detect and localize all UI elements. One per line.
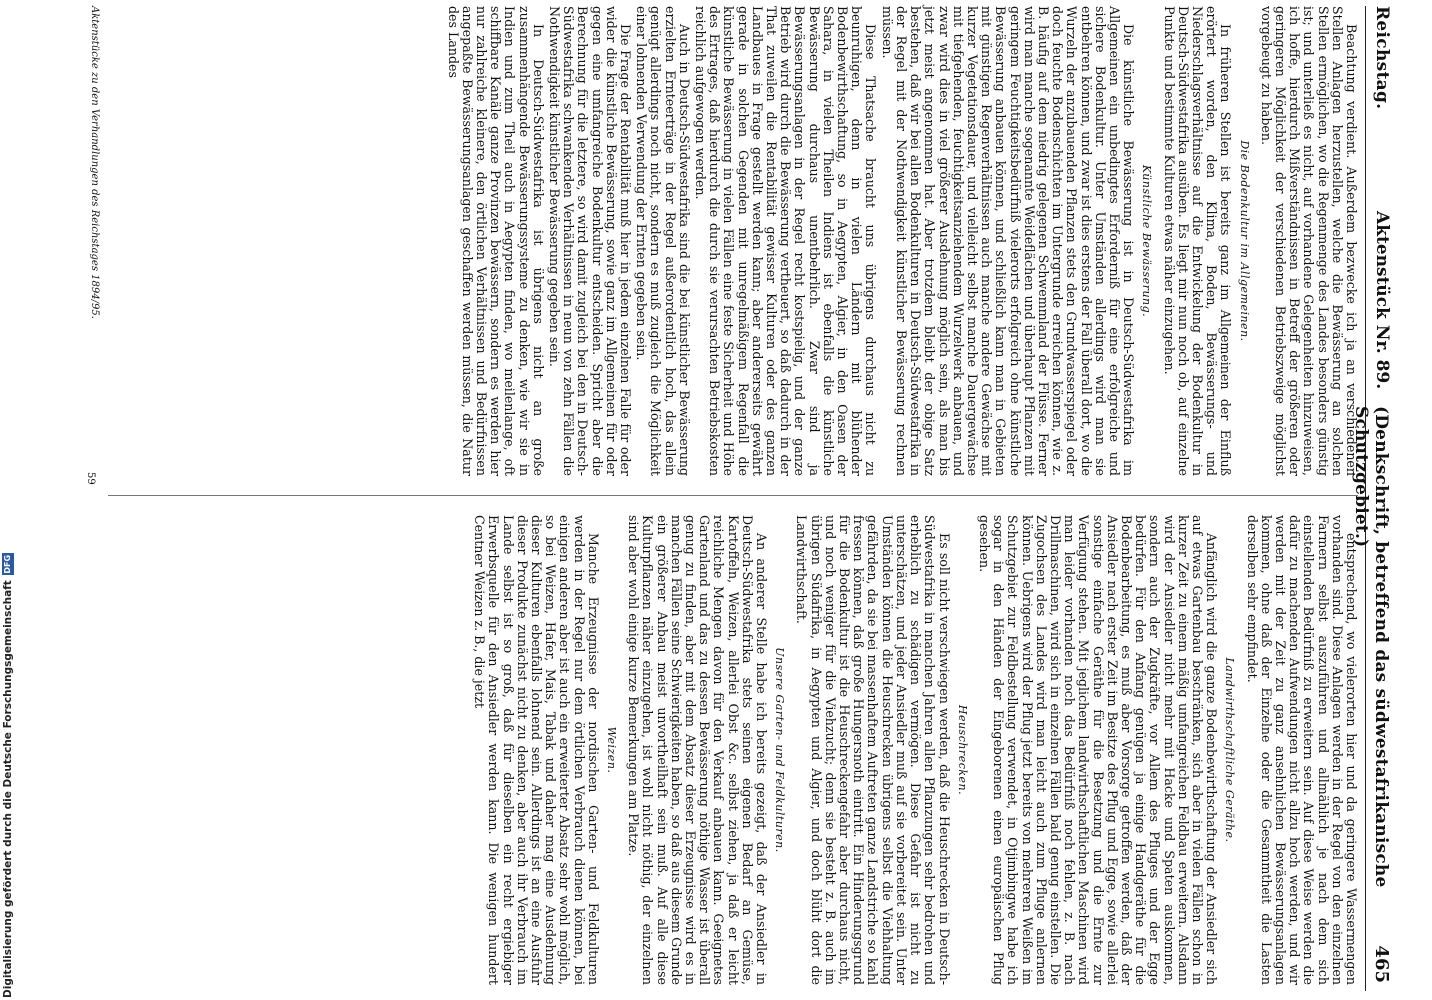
- section-heading: Unsere Garten- und Feldkulturen.: [773, 647, 787, 853]
- text-column-left: [443, 6, 1358, 476]
- section-heading: Landwirthschaftliche Geräthe.: [1223, 657, 1237, 843]
- paragraph: In Deutsch-Südwestafrika ist übrigens nicht an große zusammenhängende Bewässerungssysteme zu denken, wie wir sie in Indien und zum Theil auch in Aegypten finden, wo meilenlange, oft schiffbare Kanäle ganze Provinzen bewässern, sondern es werden hier nur zahlreiche kleinere, den örtlichen Verhältnissen und Bedürfnissen angepaßte Bewässerungsanlagen geschaffen werden müssen, die Natur des Landes: [445, 6, 546, 476]
- section-heading: Künstliche Bewässerung.: [1140, 164, 1154, 318]
- paragraph: Diese Thatsache braucht uns übrigens durchaus nicht zu beunruhigen, denn in vielen Ländern mit blühender Bodenbewirthschaftung, so in Aegypten, Algier, in den Oasen der Sahara, in vielen Theilen Indiens ist ebenfalls die künstliche Bewässerung durchaus unentbehrlich. Zwar sind ja Bewässerungsanlagen in der Regel recht kostspielig, und der ganze Betrieb wird durch die Bewässerung vertheuert, so daß dadurch in der That zuweilen die Rentabilität gewisser Kulturen oder des ganzen Landbaues in Frage gestellt werden kann; aber andererseits gewährt gerade in solchen Gegenden mit unregelmäßigem Regenfall die künstliche Bewässerung in vielen Fällen eine feste Sicherheit und Höhe des Ertrages, daß hierdurch die durch sie verursachten Betriebskosten reichlich aufgewogen werden.: [693, 6, 879, 476]
- paragraph: Beachtung verdient. Außerdem bezwecke ich ja an verschiedenen Stellen Anlagen herzustellen, welche die Bewässerung an solchen Stellen ermöglichen, wo die Regenmenge des Landes besonders günstig ist; und unterließ es nicht, auf vorhandene Gelegenheiten hinzuweisen, ich hoffe, hierdurch Mißverständnissen in Betreff der größeren oder geringeren Möglichkeit der verschiedenen Betriebszweige möglichst vorgebeugt zu haben.: [1258, 6, 1359, 476]
- paragraph: Auch in Deutsch-Südwestafrika sind die bei künstlicher Bewässerung erzielten Ernteerträge in der Regel außerordentlich hoch, das allein genügt allerdings noch nicht, sondern es muß zugleich die Möglichkeit einer lohnenden Verwendung der Ernten gegeben sein.: [634, 6, 692, 476]
- section-heading: Heuschrecken.: [955, 704, 969, 796]
- digitization-credit: [2, 554, 14, 998]
- scanned-page: [68, 0, 1398, 1000]
- paragraph: Anfänglich wird die ganze Bodenbewirthschaftung der Ansiedler sich auf etwas Gartenbau beschränken, sich aber in vielen Fällen schon in kurzer Zeit zu einem mäßig umfangreichen Feldbau erweitern. Alsdann wird der Ansiedler nicht mehr mit Hacke und Spaten auskommen, sondern auch der Zugkräfte, vor Allem des Pfluges und der Egge bedürfen. Für den Anfang genügen ja einige Handgeräthe für die Bodenbearbeitung, es muß aber Vorsorge getroffen werden, daß der Ansiedler nach erster Zeit im Besitze des Pflug und Egge, sowie allerlei sonstige einfache Geräthe für die Besetzung und die Ernte zur Verfügung stehen. Mit jeglichem landwirthschaftlichen Maschinen wird man leider vorhanden noch das Bedürfniß noch fehlen, z. B. nach Drillmaschinen, wird sich in einzelnen Fällen bald genug einstellen. Die Zugochsen des Landes wird man leicht auch zum Pfluge anlernen können. Uebrigens wird der Pflug jetzt bereits von mehreren Weißen im Schutzgebiet zur Feldbestellung verwendet, in Otjimbingwe habe ich sogar in den Händen der Eingeborenen einen europäischen Pflug gesehen.: [976, 515, 1220, 985]
- section-heading: Weizen.: [605, 726, 619, 774]
- paragraph: An anderer Stelle habe ich bereits gezeigt, daß der Ansiedler in Deutsch-Südwestafrika stets seinen eigenen Bedarf an Gemüse, Kartoffeln, Weizen, allerlei Obst &c. selbst ziehen, ja daß er leicht reichliche Mengen davon für den Verkauf anbauen kann. Geeignetes Gartenland und das zu dessen Bewässerung nöthige Wasser ist überall genug zu finden, aber mit dem Absatz dieser Erzeugnisse wird es in manchen Fällen seine Schwierigkeiten haben, so daß aus diesem Grunde ein größerer Anbau meist unvortheilhaft sein muß. Auf alle diese Kulturpflanzen näher einzugehen, ist wohl nicht nöthig, der einzelnen sind aber wohl einige kurze Bemerkungen am Platze.: [626, 515, 770, 985]
- paragraph: Die Frage der Rentabilität muß hier in jedem einzelnen Falle für oder wider die künstliche Bewässerung, sowie ganz im Allgemeinen für oder gegen eine umfangreiche Bodenkultur entscheiden. Spricht aber die Berechnung für die letztere, so wird damit zugleich bei den in Deutsch-Südwestafrika schwankenden Verhältnissen in neun von zehn Fällen die Nothwendigkeit künstlicher Bewässerung gegeben sein.: [547, 6, 634, 476]
- paragraph: Die künstliche Bewässerung ist in Deutsch-Südwestafrika im Allgemeinen ein unbedingtes Erforderniß für eine erfolgreiche und sichere Bodenkultur. Unter Umständen allerdings wird man sie entbehren können, und zwar ist dies erstens der Fall überall dort, wo die Wurzeln der anzubauenden Pflanzen stets den Grundwasserspiegel oder doch feuchte Bodenschichten im Untergrunde erreichen können, wie z. B. häufig auf dem niedrig gelegenen Schwemmland der Flüsse. Ferner wird man manche sogenannte Weideflächen und überhaupt Pflanzen mit geringem Feuchtigkeitsbedürfniß vielerorts erfolgreich ohne künstliche Bewässerung anbauen können, und schließlich kann man in Gebieten mit günstigen Regenverhältnissen auch manche andere Gewächse mit kurzer Vegetationsdauer, und vielleicht selbst manche Dauergewächse mit tiefgehenden, feuchtigkeitsanziehendem Wurzelwerk anbauen, und zwar wird dies in viel größerer Ausdehnung möglich sein, als man bis jetzt meist angenommen hat. Aber trotzdem bleibt der obige Satz bestehen, daß wir bei allen Bodenkulturen in Deutsch-Südwestafrika in der Regel mit der Nothwendigkeit künstlicher Bewässerung rechnen müssen.: [879, 6, 1137, 476]
- running-head-title: (Denkschrift, betreffend das südwestafrikanische Schutzgebiet.): [1351, 406, 1391, 888]
- section-heading: Die Bodenkultur im Allgemeinen.: [1237, 140, 1251, 342]
- footer-note: Aktenstücke zu den Verhandlungen des Reichstages 1894/95.: [89, 6, 100, 319]
- running-head: [1351, 6, 1394, 991]
- running-head-section: Aktenstück Nr. 89.: [1372, 211, 1392, 390]
- credit-text: Digitalisierung gefördert durch die Deutsche Forschungsgemeinschaft: [2, 580, 14, 998]
- paragraph: Es soll nicht verschwiegen werden, daß die Heuschrecken in Deutsch-Südwestafrika in manchen Jahren allen Pflanzungen sehr bedrohen und erheblich zu schädigen vermögen. Diese Gefahr ist nicht zu unterschätzen, und jeder Ansiedler muß auf sie vorbereitet sein. Unter Umständen können die Heuschrecken übrigens selbst die Viehhaltung gefährden, da sie bei massenhaftem Auftreten ganze Landstriche so kahl fressen können, daß große Hungersnoth eintritt. Ein Hinderungsgrund für die Bodenkultur ist die Heuschreckengefahr aber durchaus nicht, und noch weniger für die Viehzucht; denn sie besteht z. B. auch im übrigen Südafrika, in Aegypten und Algier, und doch blüht dort die Landwirthschaft.: [794, 515, 952, 985]
- column-divider: [108, 495, 1358, 496]
- paragraph: In früheren Stellen ist bereits ganz im Allgemeinen der Einfluß erörtert worden, den Klima, Boden, Bewässerungs- und Niederschlagsverhältnisse auf die Entwickelung der Bodenkultur in Deutsch-Südwestafrika ausüben. Es liegt mir nun noch ob, auf einzelne Punkte und bestimmte Kulturen etwas näher einzugehen.: [1161, 6, 1234, 476]
- dfg-logo-icon: DFG: [3, 554, 12, 574]
- signature-number: 59: [85, 472, 96, 485]
- running-head-reichstag: Reichstag.: [1372, 6, 1392, 110]
- paragraph: Manche Erzeugnisse der nordischen Garten- und Feldkulturen werden in der Regel nur dem örtlichen Verbrauch dienen können, bei einigen anderen aber ist auch ein erweiterter Absatz sehr wohl möglich, so bei Weizen, Hafer, Mais, Tabak und daher mag eine Ausdehnung dieser Kulturen ebenfalls lohnend sein. Allerdings ist an eine Ausfuhr dieser Produkte zunächst nicht zu denken, aber auch ihr Verbrauch im Lande selbst ist so groß, daß für dieselben ein recht ergiebiger Erwerbsquelle für den Ansiedler werden kann. Die wenigen hundert Centner Weizen z. B., die jetzt: [472, 515, 601, 985]
- text-column-right: [470, 515, 1358, 985]
- paragraph: entsprechend, wo vielerorten hier und da geringere Wassermengen vorhanden sind. Diese Anlagen werden in der Regel von den einzelnen Farmern selbst auszuführen und allmählich je nach dem sich einstellenden Bedürfniß zu erweitern sein. Auf diese Weise werden die dafür zu machenden Aufwendungen nicht allzu hoch werden, und wir werden mit der Zeit zu ganz ansehnlichen Bewässerungsanlagen kommen, ohne daß der Einzelne oder die Gesammtheit die Lasten derselben sehr empfindet.: [1244, 515, 1359, 985]
- running-head-page-number: 465: [1371, 945, 1392, 983]
